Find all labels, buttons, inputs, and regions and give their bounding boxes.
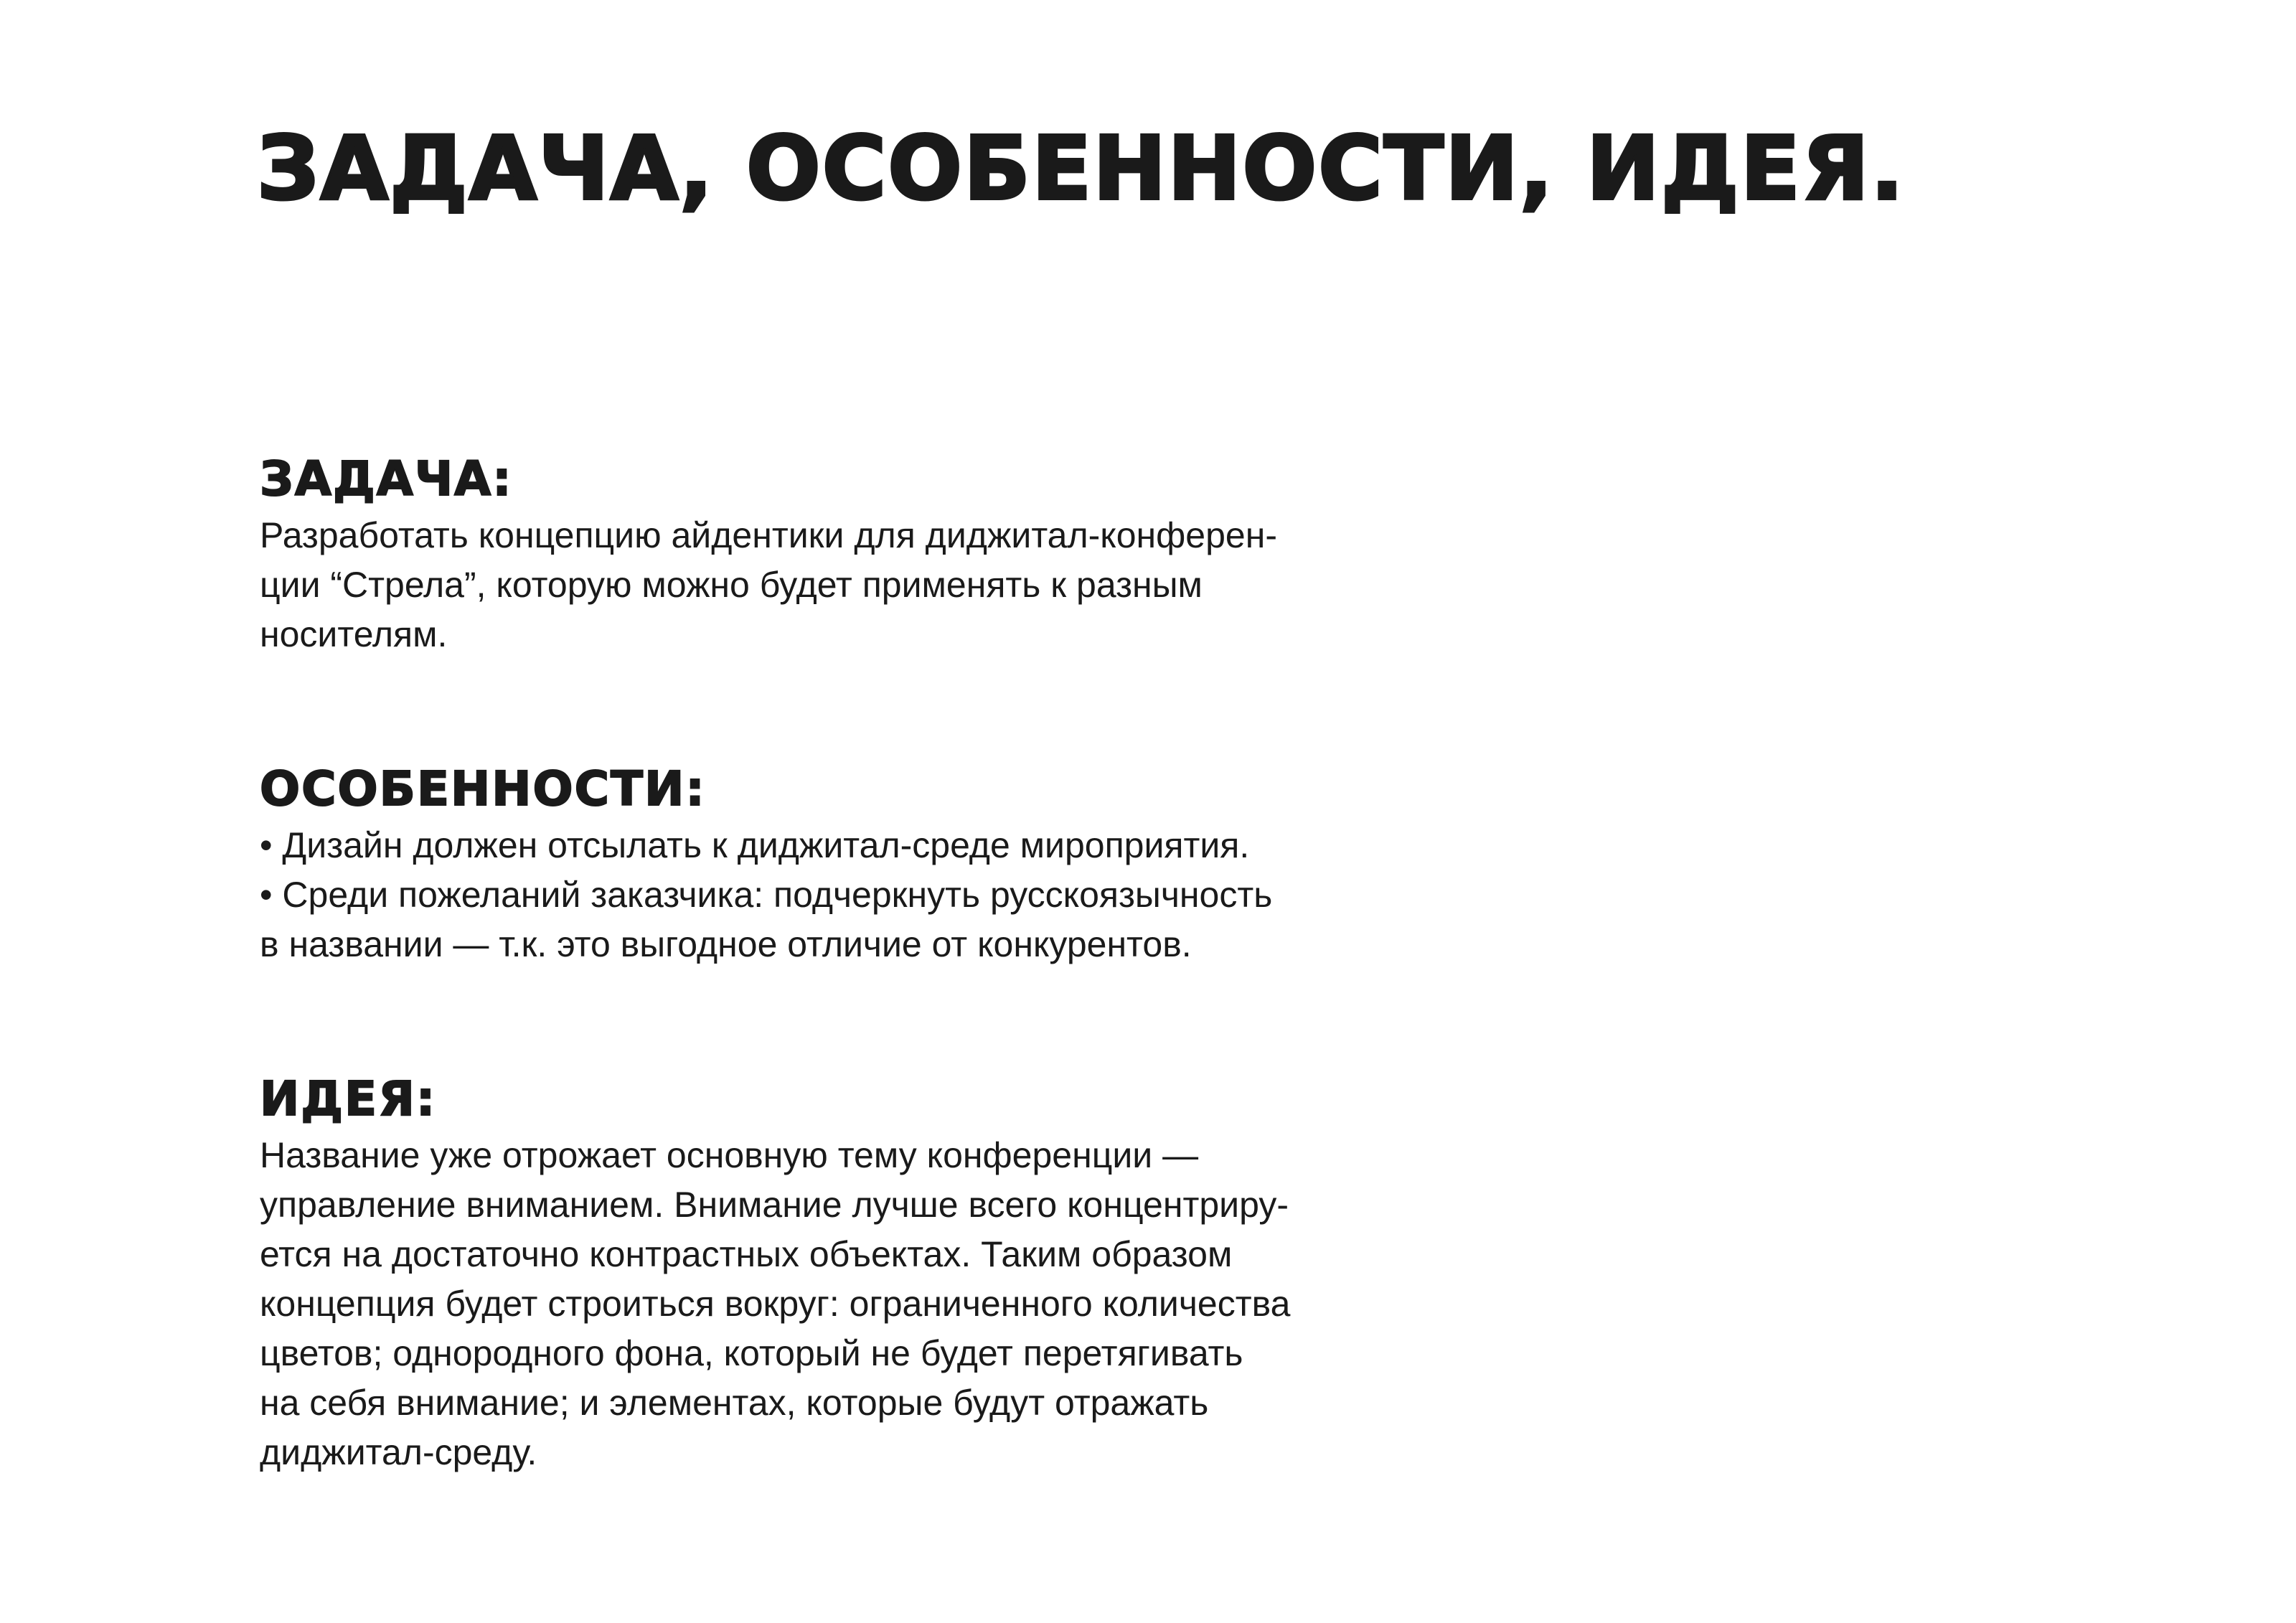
features-bullet-line: в названии — т.к. это выгодное отличие от конкурентов. — [260, 924, 1192, 964]
task-section — [260, 451, 1436, 659]
idea-text-line: на себя внимание; и элементах, которые будут отражать — [260, 1383, 1209, 1423]
features-bullet-line: • Среди пожеланий заказчика: подчеркнуть русскоязычность — [260, 875, 1273, 915]
task-text-line: Разработать концепцию айдентики для диджитал-конферен- — [260, 515, 1277, 555]
task-text-line: ции “Стрела”, которую можно будет применять к разным — [260, 565, 1203, 605]
features-bullet-line: • Дизайн должен отсылать к диджитал-среде мироприятия. — [260, 825, 1250, 865]
idea-text-line: цветов; однородного фона, который не будет перетягивать — [260, 1333, 1243, 1373]
features-heading: ОСОБЕННОСТИ: — [260, 761, 706, 817]
page-title: ЗАДАЧА, ОСОБЕННОСТИ, ИДЕЯ. — [257, 118, 1906, 220]
task-heading: ЗАДАЧА: — [260, 451, 513, 507]
idea-text-line: ется на достаточно контрастных объектах. Таким образом — [260, 1234, 1233, 1274]
idea-heading: ИДЕЯ: — [260, 1071, 437, 1126]
idea-text-line: Название уже отрожает основную тему конференции — — [260, 1135, 1199, 1175]
idea-text-line: диджитал-среду. — [260, 1432, 537, 1472]
task-text-line: носителям. — [260, 614, 448, 654]
idea-section — [260, 1071, 1436, 1477]
features-section — [260, 761, 1436, 969]
idea-text-line: управление вниманием. Внимание лучше всего концентриру- — [260, 1185, 1289, 1225]
idea-text-line: концепция будет строиться вокруг: ограниченного количества — [260, 1284, 1291, 1324]
